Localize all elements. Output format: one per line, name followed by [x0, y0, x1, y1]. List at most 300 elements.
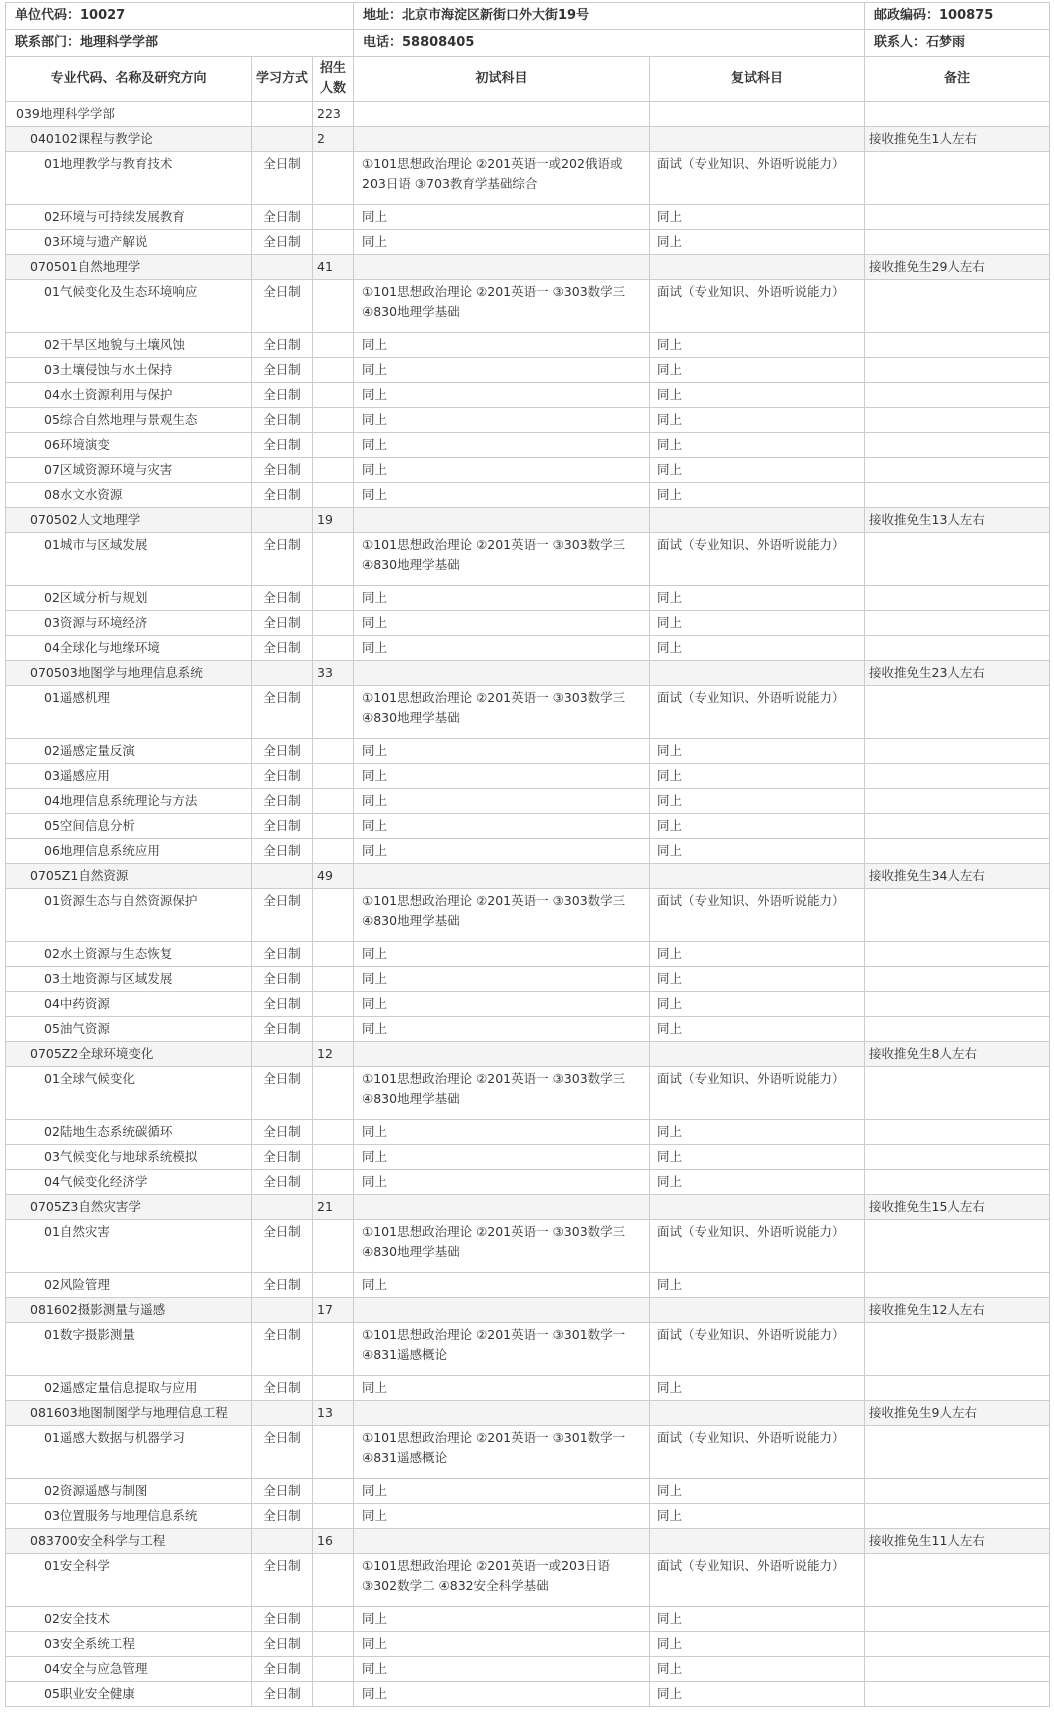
remark-cell	[865, 814, 1050, 839]
initial-exam-cell: ①101思想政治理论 ②201英语一 ③303数学三 ④830地理学基础	[354, 889, 650, 942]
study-mode-cell	[252, 661, 313, 686]
retest-exam-cell: 同上	[650, 383, 865, 408]
major-name-cell: 05空间信息分析	[6, 814, 252, 839]
major-name-cell: 03气候变化与地球系统模拟	[6, 1145, 252, 1170]
major-name-cell: 039地理科学学部	[6, 102, 252, 127]
retest-exam-cell: 面试（专业知识、外语听说能力）	[650, 889, 865, 942]
study-mode-cell: 全日制	[252, 992, 313, 1017]
study-mode-cell: 全日制	[252, 1067, 313, 1120]
study-mode-cell: 全日制	[252, 408, 313, 433]
study-mode-cell: 全日制	[252, 280, 313, 333]
quota-cell	[313, 1504, 354, 1529]
study-mode-cell: 全日制	[252, 739, 313, 764]
study-mode-cell: 全日制	[252, 1323, 313, 1376]
initial-exam-cell: ①101思想政治理论 ②201英语一或202俄语或203日语 ③703教育学基础综合	[354, 152, 650, 205]
major-name-cell: 07区域资源环境与灾害	[6, 458, 252, 483]
retest-exam-cell: 同上	[650, 1120, 865, 1145]
study-mode-cell: 全日制	[252, 1220, 313, 1273]
table-row	[6, 967, 1050, 992]
quota-cell	[313, 1607, 354, 1632]
remark-cell	[865, 1632, 1050, 1657]
study-mode-cell	[252, 1298, 313, 1323]
remark-cell	[865, 889, 1050, 942]
table-row	[6, 1376, 1050, 1401]
study-mode-cell: 全日制	[252, 1607, 313, 1632]
major-name-cell: 04安全与应急管理	[6, 1657, 252, 1682]
major-name-cell: 03环境与遗产解说	[6, 230, 252, 255]
remark-cell: 接收推免生34人左右	[865, 864, 1050, 889]
remark-cell	[865, 764, 1050, 789]
table-row	[6, 1554, 1050, 1607]
major-name-cell: 01资源生态与自然资源保护	[6, 889, 252, 942]
table-row	[6, 739, 1050, 764]
quota-cell	[313, 686, 354, 739]
remark-cell	[865, 739, 1050, 764]
quota-cell: 12	[313, 1042, 354, 1067]
retest-exam-cell: 同上	[650, 764, 865, 789]
table-row	[6, 508, 1050, 533]
major-name-cell: 03土壤侵蚀与水土保持	[6, 358, 252, 383]
major-name-cell: 040102课程与教学论	[6, 127, 252, 152]
initial-exam-cell: 同上	[354, 1632, 650, 1657]
quota-cell: 21	[313, 1195, 354, 1220]
study-mode-cell: 全日制	[252, 789, 313, 814]
quota-cell	[313, 764, 354, 789]
initial-exam-cell	[354, 1042, 650, 1067]
table-row	[6, 358, 1050, 383]
study-mode-cell: 全日制	[252, 152, 313, 205]
quota-cell	[313, 1220, 354, 1273]
initial-exam-cell: 同上	[354, 789, 650, 814]
major-name-cell: 03遥感应用	[6, 764, 252, 789]
major-name-cell: 02遥感定量信息提取与应用	[6, 1376, 252, 1401]
initial-exam-cell: ①101思想政治理论 ②201英语一 ③303数学三 ④830地理学基础	[354, 686, 650, 739]
major-name-cell: 02水土资源与生态恢复	[6, 942, 252, 967]
remark-cell: 接收推免生9人左右	[865, 1401, 1050, 1426]
initial-exam-cell: 同上	[354, 1017, 650, 1042]
retest-exam-cell	[650, 661, 865, 686]
table-header-row	[6, 57, 1050, 102]
postal-code: 邮政编码：100875	[865, 3, 1050, 30]
retest-exam-cell	[650, 127, 865, 152]
quota-cell	[313, 1426, 354, 1479]
quota-cell	[313, 992, 354, 1017]
quota-cell	[313, 739, 354, 764]
retest-exam-cell: 同上	[650, 1376, 865, 1401]
remark-cell	[865, 483, 1050, 508]
study-mode-cell	[252, 127, 313, 152]
table-row	[6, 1220, 1050, 1273]
study-mode-cell	[252, 1401, 313, 1426]
table-row	[6, 102, 1050, 127]
major-name-cell: 01遥感机理	[6, 686, 252, 739]
initial-exam-cell: 同上	[354, 739, 650, 764]
study-mode-cell: 全日制	[252, 1145, 313, 1170]
quota-cell	[313, 205, 354, 230]
table-row	[6, 1401, 1050, 1426]
remark-cell	[865, 1376, 1050, 1401]
retest-exam-cell: 同上	[650, 789, 865, 814]
remark-cell: 接收推免生13人左右	[865, 508, 1050, 533]
retest-exam-cell: 同上	[650, 358, 865, 383]
major-name-cell: 04地理信息系统理论与方法	[6, 789, 252, 814]
retest-exam-cell: 同上	[650, 205, 865, 230]
retest-exam-cell: 同上	[650, 611, 865, 636]
quota-cell: 16	[313, 1529, 354, 1554]
quota-cell	[313, 433, 354, 458]
major-name-cell: 02风险管理	[6, 1273, 252, 1298]
study-mode-cell: 全日制	[252, 611, 313, 636]
remark-cell	[865, 152, 1050, 205]
remark-cell	[865, 1554, 1050, 1607]
initial-exam-cell: 同上	[354, 1170, 650, 1195]
remark-cell	[865, 686, 1050, 739]
retest-exam-cell	[650, 1298, 865, 1323]
quota-cell	[313, 1657, 354, 1682]
study-mode-cell: 全日制	[252, 1273, 313, 1298]
remark-cell	[865, 636, 1050, 661]
remark-cell	[865, 205, 1050, 230]
retest-exam-cell: 面试（专业知识、外语听说能力）	[650, 1426, 865, 1479]
remark-cell	[865, 1323, 1050, 1376]
study-mode-cell	[252, 1529, 313, 1554]
retest-exam-cell: 同上	[650, 942, 865, 967]
retest-exam-cell	[650, 864, 865, 889]
table-row	[6, 458, 1050, 483]
initial-exam-cell	[354, 508, 650, 533]
major-name-cell: 04水土资源利用与保护	[6, 383, 252, 408]
remark-cell	[865, 611, 1050, 636]
retest-exam-cell	[650, 1401, 865, 1426]
retest-exam-cell: 面试（专业知识、外语听说能力）	[650, 1220, 865, 1273]
retest-exam-cell: 同上	[650, 1273, 865, 1298]
initial-exam-cell: 同上	[354, 483, 650, 508]
study-mode-cell: 全日制	[252, 230, 313, 255]
retest-exam-cell: 面试（专业知识、外语听说能力）	[650, 533, 865, 586]
initial-exam-cell	[354, 661, 650, 686]
major-name-cell: 02资源遥感与制图	[6, 1479, 252, 1504]
initial-exam-cell	[354, 255, 650, 280]
initial-exam-cell: 同上	[354, 230, 650, 255]
initial-exam-cell: ①101思想政治理论 ②201英语一 ③303数学三 ④830地理学基础	[354, 1067, 650, 1120]
table-row	[6, 1042, 1050, 1067]
major-name-cell: 01地理教学与教育技术	[6, 152, 252, 205]
initial-exam-cell: 同上	[354, 408, 650, 433]
table-row	[6, 433, 1050, 458]
table-row	[6, 1273, 1050, 1298]
col-header-major: 专业代码、名称及研究方向	[6, 57, 252, 102]
quota-cell: 19	[313, 508, 354, 533]
remark-cell	[865, 1682, 1050, 1707]
retest-exam-cell: 同上	[650, 1607, 865, 1632]
study-mode-cell	[252, 508, 313, 533]
table-row	[6, 1529, 1050, 1554]
address: 地址：北京市海淀区新街口外大街19号	[354, 3, 865, 30]
study-mode-cell: 全日制	[252, 1682, 313, 1707]
major-name-cell: 05综合自然地理与景观生态	[6, 408, 252, 433]
retest-exam-cell: 同上	[650, 814, 865, 839]
table-row	[6, 864, 1050, 889]
retest-exam-cell: 同上	[650, 839, 865, 864]
major-name-cell: 081603地图制图学与地理信息工程	[6, 1401, 252, 1426]
major-name-cell: 081602摄影测量与遥感	[6, 1298, 252, 1323]
table-row	[6, 127, 1050, 152]
retest-exam-cell: 面试（专业知识、外语听说能力）	[650, 1067, 865, 1120]
major-name-cell: 02环境与可持续发展教育	[6, 205, 252, 230]
table-row	[6, 280, 1050, 333]
study-mode-cell: 全日制	[252, 942, 313, 967]
retest-exam-cell: 同上	[650, 408, 865, 433]
table-row	[6, 1632, 1050, 1657]
quota-cell	[313, 230, 354, 255]
info-row-2	[6, 30, 1050, 57]
table-row	[6, 789, 1050, 814]
remark-cell: 接收推免生11人左右	[865, 1529, 1050, 1554]
table-row	[6, 1195, 1050, 1220]
retest-exam-cell: 同上	[650, 333, 865, 358]
table-row	[6, 255, 1050, 280]
initial-exam-cell: 同上	[354, 992, 650, 1017]
initial-exam-cell: 同上	[354, 967, 650, 992]
study-mode-cell: 全日制	[252, 636, 313, 661]
study-mode-cell: 全日制	[252, 1170, 313, 1195]
initial-exam-cell: 同上	[354, 1657, 650, 1682]
admissions-table	[5, 2, 1050, 1707]
initial-exam-cell: 同上	[354, 205, 650, 230]
initial-exam-cell: 同上	[354, 333, 650, 358]
table-row	[6, 1657, 1050, 1682]
remark-cell	[865, 839, 1050, 864]
study-mode-cell: 全日制	[252, 205, 313, 230]
table-row	[6, 889, 1050, 942]
major-name-cell: 01气候变化及生态环境响应	[6, 280, 252, 333]
initial-exam-cell: 同上	[354, 458, 650, 483]
study-mode-cell: 全日制	[252, 967, 313, 992]
initial-exam-cell: 同上	[354, 839, 650, 864]
retest-exam-cell: 同上	[650, 1170, 865, 1195]
quota-cell: 41	[313, 255, 354, 280]
quota-cell	[313, 152, 354, 205]
initial-exam-cell: ①101思想政治理论 ②201英语一 ③303数学三 ④830地理学基础	[354, 533, 650, 586]
table-row	[6, 1479, 1050, 1504]
major-name-cell: 04全球化与地缘环境	[6, 636, 252, 661]
col-header-quota: 招生人数	[313, 57, 354, 102]
quota-cell	[313, 1170, 354, 1195]
quota-cell: 49	[313, 864, 354, 889]
initial-exam-cell: 同上	[354, 1682, 650, 1707]
study-mode-cell: 全日制	[252, 1554, 313, 1607]
initial-exam-cell: 同上	[354, 1607, 650, 1632]
remark-cell	[865, 1426, 1050, 1479]
table-row	[6, 1120, 1050, 1145]
quota-cell	[313, 533, 354, 586]
table-row	[6, 1170, 1050, 1195]
major-name-cell: 03位置服务与地理信息系统	[6, 1504, 252, 1529]
remark-cell	[865, 358, 1050, 383]
remark-cell	[865, 1273, 1050, 1298]
major-name-cell: 0705Z1自然资源	[6, 864, 252, 889]
remark-cell	[865, 1220, 1050, 1273]
major-name-cell: 01城市与区域发展	[6, 533, 252, 586]
remark-cell: 接收推免生29人左右	[865, 255, 1050, 280]
study-mode-cell: 全日制	[252, 333, 313, 358]
remark-cell	[865, 1120, 1050, 1145]
retest-exam-cell: 同上	[650, 458, 865, 483]
study-mode-cell: 全日制	[252, 1479, 313, 1504]
study-mode-cell	[252, 255, 313, 280]
quota-cell	[313, 611, 354, 636]
remark-cell	[865, 1170, 1050, 1195]
retest-exam-cell: 同上	[650, 1017, 865, 1042]
remark-cell	[865, 1607, 1050, 1632]
major-name-cell: 05职业安全健康	[6, 1682, 252, 1707]
table-row	[6, 764, 1050, 789]
study-mode-cell	[252, 864, 313, 889]
initial-exam-cell	[354, 1298, 650, 1323]
quota-cell: 33	[313, 661, 354, 686]
study-mode-cell: 全日制	[252, 358, 313, 383]
initial-exam-cell: 同上	[354, 586, 650, 611]
quota-cell	[313, 586, 354, 611]
table-row	[6, 992, 1050, 1017]
remark-cell	[865, 102, 1050, 127]
study-mode-cell: 全日制	[252, 433, 313, 458]
quota-cell	[313, 942, 354, 967]
retest-exam-cell: 同上	[650, 1145, 865, 1170]
retest-exam-cell	[650, 102, 865, 127]
retest-exam-cell	[650, 255, 865, 280]
col-header-study-mode: 学习方式	[252, 57, 313, 102]
initial-exam-cell: 同上	[354, 358, 650, 383]
col-header-initial-exam: 初试科目	[354, 57, 650, 102]
remark-cell	[865, 1067, 1050, 1120]
remark-cell	[865, 789, 1050, 814]
initial-exam-cell: ①101思想政治理论 ②201英语一 ③303数学三 ④830地理学基础	[354, 1220, 650, 1273]
table-row	[6, 686, 1050, 739]
retest-exam-cell: 面试（专业知识、外语听说能力）	[650, 686, 865, 739]
major-name-cell: 03安全系统工程	[6, 1632, 252, 1657]
quota-cell	[313, 1479, 354, 1504]
table-row	[6, 1426, 1050, 1479]
retest-exam-cell: 同上	[650, 636, 865, 661]
major-name-cell: 01遥感大数据与机器学习	[6, 1426, 252, 1479]
major-name-cell: 02安全技术	[6, 1607, 252, 1632]
initial-exam-cell: 同上	[354, 1145, 650, 1170]
table-row	[6, 586, 1050, 611]
major-name-cell: 06地理信息系统应用	[6, 839, 252, 864]
remark-cell	[865, 280, 1050, 333]
table-row	[6, 152, 1050, 205]
study-mode-cell: 全日制	[252, 764, 313, 789]
quota-cell	[313, 839, 354, 864]
table-row	[6, 230, 1050, 255]
study-mode-cell: 全日制	[252, 1376, 313, 1401]
study-mode-cell: 全日制	[252, 1657, 313, 1682]
major-name-cell: 06环境演变	[6, 433, 252, 458]
study-mode-cell: 全日制	[252, 458, 313, 483]
initial-exam-cell	[354, 102, 650, 127]
quota-cell	[313, 1632, 354, 1657]
table-row	[6, 1017, 1050, 1042]
major-name-cell: 03土地资源与区域发展	[6, 967, 252, 992]
initial-exam-cell: 同上	[354, 942, 650, 967]
quota-cell	[313, 1323, 354, 1376]
quota-cell	[313, 358, 354, 383]
retest-exam-cell: 同上	[650, 483, 865, 508]
major-name-cell: 0705Z3自然灾害学	[6, 1195, 252, 1220]
quota-cell	[313, 1017, 354, 1042]
quota-cell	[313, 483, 354, 508]
retest-exam-cell	[650, 1195, 865, 1220]
major-name-cell: 04气候变化经济学	[6, 1170, 252, 1195]
study-mode-cell: 全日制	[252, 1632, 313, 1657]
major-name-cell: 01数字摄影测量	[6, 1323, 252, 1376]
remark-cell	[865, 1145, 1050, 1170]
retest-exam-cell: 同上	[650, 739, 865, 764]
quota-cell	[313, 280, 354, 333]
quota-cell	[313, 333, 354, 358]
retest-exam-cell: 面试（专业知识、外语听说能力）	[650, 280, 865, 333]
major-name-cell: 02干旱区地貌与土壤风蚀	[6, 333, 252, 358]
initial-exam-cell: 同上	[354, 814, 650, 839]
table-row	[6, 942, 1050, 967]
quota-cell	[313, 1376, 354, 1401]
study-mode-cell: 全日制	[252, 814, 313, 839]
table-row	[6, 611, 1050, 636]
remark-cell: 接收推免生15人左右	[865, 1195, 1050, 1220]
quota-cell	[313, 383, 354, 408]
major-name-cell: 08水文水资源	[6, 483, 252, 508]
table-row	[6, 333, 1050, 358]
quota-cell	[313, 408, 354, 433]
quota-cell	[313, 1120, 354, 1145]
remark-cell	[865, 1657, 1050, 1682]
table-row	[6, 483, 1050, 508]
initial-exam-cell: 同上	[354, 764, 650, 789]
quota-cell: 2	[313, 127, 354, 152]
remark-cell: 接收推免生23人左右	[865, 661, 1050, 686]
table-row	[6, 1323, 1050, 1376]
contact-person: 联系人：石梦雨	[865, 30, 1050, 57]
table-row	[6, 533, 1050, 586]
quota-cell	[313, 1145, 354, 1170]
retest-exam-cell: 同上	[650, 433, 865, 458]
major-name-cell: 083700安全科学与工程	[6, 1529, 252, 1554]
remark-cell	[865, 433, 1050, 458]
study-mode-cell: 全日制	[252, 533, 313, 586]
contact-department: 联系部门：地理科学学部	[6, 30, 354, 57]
table-row	[6, 839, 1050, 864]
major-name-cell: 03资源与环境经济	[6, 611, 252, 636]
quota-cell: 223	[313, 102, 354, 127]
study-mode-cell: 全日制	[252, 1017, 313, 1042]
major-name-cell: 070503地图学与地理信息系统	[6, 661, 252, 686]
table-row	[6, 814, 1050, 839]
retest-exam-cell: 同上	[650, 1682, 865, 1707]
remark-cell	[865, 1479, 1050, 1504]
retest-exam-cell: 面试（专业知识、外语听说能力）	[650, 152, 865, 205]
quota-cell	[313, 1067, 354, 1120]
remark-cell	[865, 1504, 1050, 1529]
table-row	[6, 1682, 1050, 1707]
remark-cell	[865, 1017, 1050, 1042]
quota-cell	[313, 889, 354, 942]
initial-exam-cell	[354, 127, 650, 152]
major-name-cell: 070502人文地理学	[6, 508, 252, 533]
quota-cell	[313, 458, 354, 483]
major-name-cell: 070501自然地理学	[6, 255, 252, 280]
study-mode-cell	[252, 1195, 313, 1220]
